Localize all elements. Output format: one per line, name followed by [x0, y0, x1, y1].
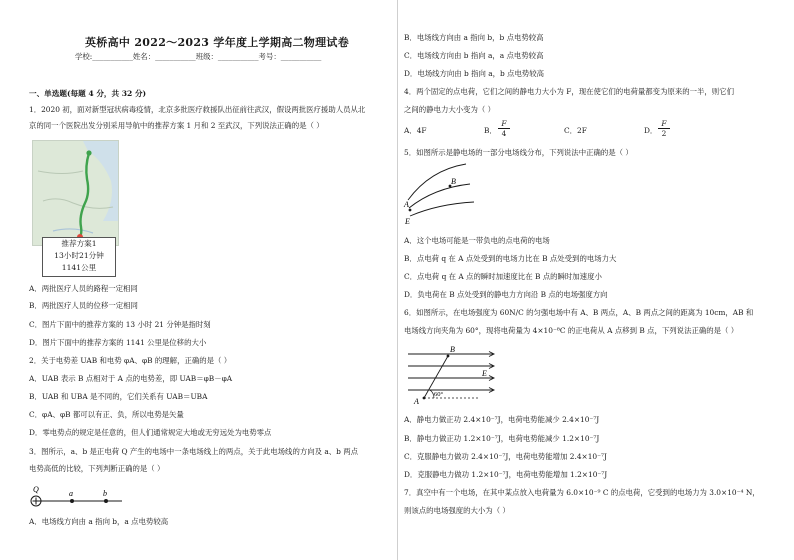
label-b: b — [103, 489, 107, 498]
label-a: A — [414, 397, 419, 406]
q2-option-d: D．零电势点的规定是任意的，但人们通常规定大地或无穷远处为电势零点 — [29, 428, 272, 437]
q4-option-c: C．2F — [564, 126, 587, 135]
q2-stem: 2．关于电势差 UAB 和电势 φA、φB 的理解，正确的是（ ） — [29, 356, 232, 365]
q3-field-line-diagram — [24, 480, 134, 514]
fraction-b-denominator: 4 — [498, 128, 510, 138]
route-duration: 13小时21分钟 — [54, 251, 104, 260]
q1-option-a: A．两批医疗人员的路程一定相同 — [29, 284, 138, 293]
q1-option-c: C．图片下面中的推荐方案的 13 小时 21 分钟是指时刻 — [29, 320, 211, 329]
start-marker — [86, 150, 91, 155]
q4-fraction-d — [658, 119, 670, 138]
q2-option-a: A．UAB 表示 B 点相对于 A 点的电势差，即 UAB＝φB－φA — [29, 374, 233, 383]
field-line-bottom — [410, 202, 474, 216]
point-a-dot — [423, 397, 426, 400]
q4-stem-line1: 4．两个固定的点电荷，它们之间的静电力大小为 F，现在使它们的电荷量都变为原来的一半，则它们 — [404, 87, 734, 96]
column-divider — [397, 0, 398, 560]
q4-option-d: D． — [644, 126, 658, 135]
q6-option-a: A．静电力做正功 2.4×10⁻⁷J，电荷电势能减少 2.4×10⁻⁷J — [404, 415, 600, 424]
route-map — [33, 141, 118, 245]
point-a-dot — [70, 499, 74, 503]
label-b: B — [450, 345, 455, 354]
q5-option-b: B．点电荷 q 在 A 点处受到的电场力比在 B 点处受到的电场力大 — [404, 254, 617, 263]
q4-option-b: B． — [484, 126, 497, 135]
q6-stem-line2: 电场线方向夹角为 60°，现将电荷量为 4×10⁻⁸C 的正电荷从 A 点移到 B 点，下列说法正确的是（ ） — [404, 326, 739, 335]
q7-stem-line2: 则该点的电场强度的大小为（ ） — [404, 506, 510, 515]
q7-stem-line1: 7．真空中有一个电场，在其中某点放入电荷量为 6.0×10⁻⁹ C 的点电荷，它受到的电场力为 3.0×10⁻⁴ N， — [404, 488, 760, 497]
recommended-route-box — [42, 237, 116, 277]
q2-option-c: C．φA、φB 都可以有正、负，所以电势是矢量 — [29, 410, 184, 419]
q1-option-b: B．两批医疗人员的位移一定相同 — [29, 301, 138, 310]
q3-stem-line1: 3．图所示，a、b 是正电荷 Q 产生的电场中一条电场线上的两点，关于此电场线的方向及 a、b 两点 — [29, 447, 359, 456]
q6-uniform-field-diagram — [400, 342, 500, 408]
label-b: B — [451, 177, 456, 186]
q5-field-lines-diagram — [402, 160, 482, 228]
q3-option-b: B．电场线方向由 a 指向 b，b 点电势较高 — [404, 33, 544, 42]
route-name: 推荐方案1 — [61, 239, 97, 248]
q1-stem-line2: 京的同一个医院出发分别采用导航中的推荐方案 1 月和 2 至武汉，下列说法正确的是（ ） — [29, 121, 324, 130]
point-b-dot — [104, 499, 108, 503]
point-a-dot — [409, 209, 412, 212]
q6-stem-line1: 6．如图所示，在电场强度为 60N/C 的匀强电场中有 A、B 两点，A、B 两点之间的距离为 10cm，AB 和 — [404, 308, 754, 317]
fraction-d-numerator: F — [661, 119, 667, 128]
q3-stem-line2: 电势高低的比较，下列判断正确的是（ ） — [29, 464, 165, 473]
q5-stem: 5．如图所示是静电场的一部分电场线分布，下列说法中正确的是（ ） — [404, 148, 633, 157]
label-e: E — [405, 217, 410, 226]
q3-option-c: C．电场线方向由 b 指向 a，a 点电势较高 — [404, 51, 544, 60]
q6-option-d: D．克服静电力做功 1.2×10⁻⁷J，电荷电势能增加 1.2×10⁻⁷J — [404, 470, 608, 479]
route-distance: 1141公里 — [61, 263, 97, 272]
label-a: a — [69, 489, 73, 498]
navigation-map-image — [32, 140, 119, 246]
q4-fraction-b — [498, 119, 510, 138]
q5-option-a: A．这个电场可能是一带负电的点电荷的电场 — [404, 236, 550, 245]
label-angle-60: 60° — [434, 391, 444, 398]
section-heading-single-choice: 一、单选题(每题 4 分，共 32 分) — [29, 89, 147, 98]
label-a: A — [404, 200, 409, 209]
fraction-d-denominator: 2 — [658, 128, 670, 138]
q1-stem-line1: 1．2020 初，面对新型冠状病毒疫情，北京多批医疗救援队出征前往武汉，假设两批医疗援助人员从北 — [29, 105, 366, 114]
field-line-top — [408, 164, 466, 200]
q1-option-d: D．图片下面中的推荐方案的 1141 公里是位移的大小 — [29, 338, 207, 347]
q6-option-c: C．克服静电力做功 2.4×10⁻⁷J，电荷电势能增加 2.4×10⁻⁷J — [404, 452, 607, 461]
q4-option-a: A．4F — [404, 126, 427, 135]
label-e: E — [482, 369, 487, 378]
student-info-line: 学校:___________姓名：___________班级：___________考号：___________ — [75, 52, 322, 61]
label-q: Q — [33, 485, 39, 494]
q6-option-b: B．静电力做正功 1.2×10⁻⁷J，电荷电势能减少 1.2×10⁻⁷J — [404, 434, 600, 443]
fraction-b-numerator: F — [501, 119, 507, 128]
point-b-dot — [447, 355, 450, 358]
q5-option-d: D．负电荷在 B 点处受到的静电力方向沿 B 点的电场强度方向 — [404, 290, 608, 299]
q3-option-a: A．电场线方向由 a 指向 b，a 点电势较高 — [29, 517, 169, 526]
q5-option-c: C．点电荷 q 在 A 点的瞬时加速度比在 B 点的瞬时加速度小 — [404, 272, 602, 281]
q2-option-b: B．UAB 和 UBA 是不同的，它们关系有 UAB＝UBA — [29, 392, 208, 401]
exam-title: 英桥高中 2022～2023 学年度上学期高二物理试卷 — [85, 36, 349, 49]
q4-stem-line2: 之间的静电力大小变为（ ） — [404, 105, 496, 114]
q3-option-d: D．电场线方向由 b 指向 a，b 点电势较高 — [404, 69, 545, 78]
